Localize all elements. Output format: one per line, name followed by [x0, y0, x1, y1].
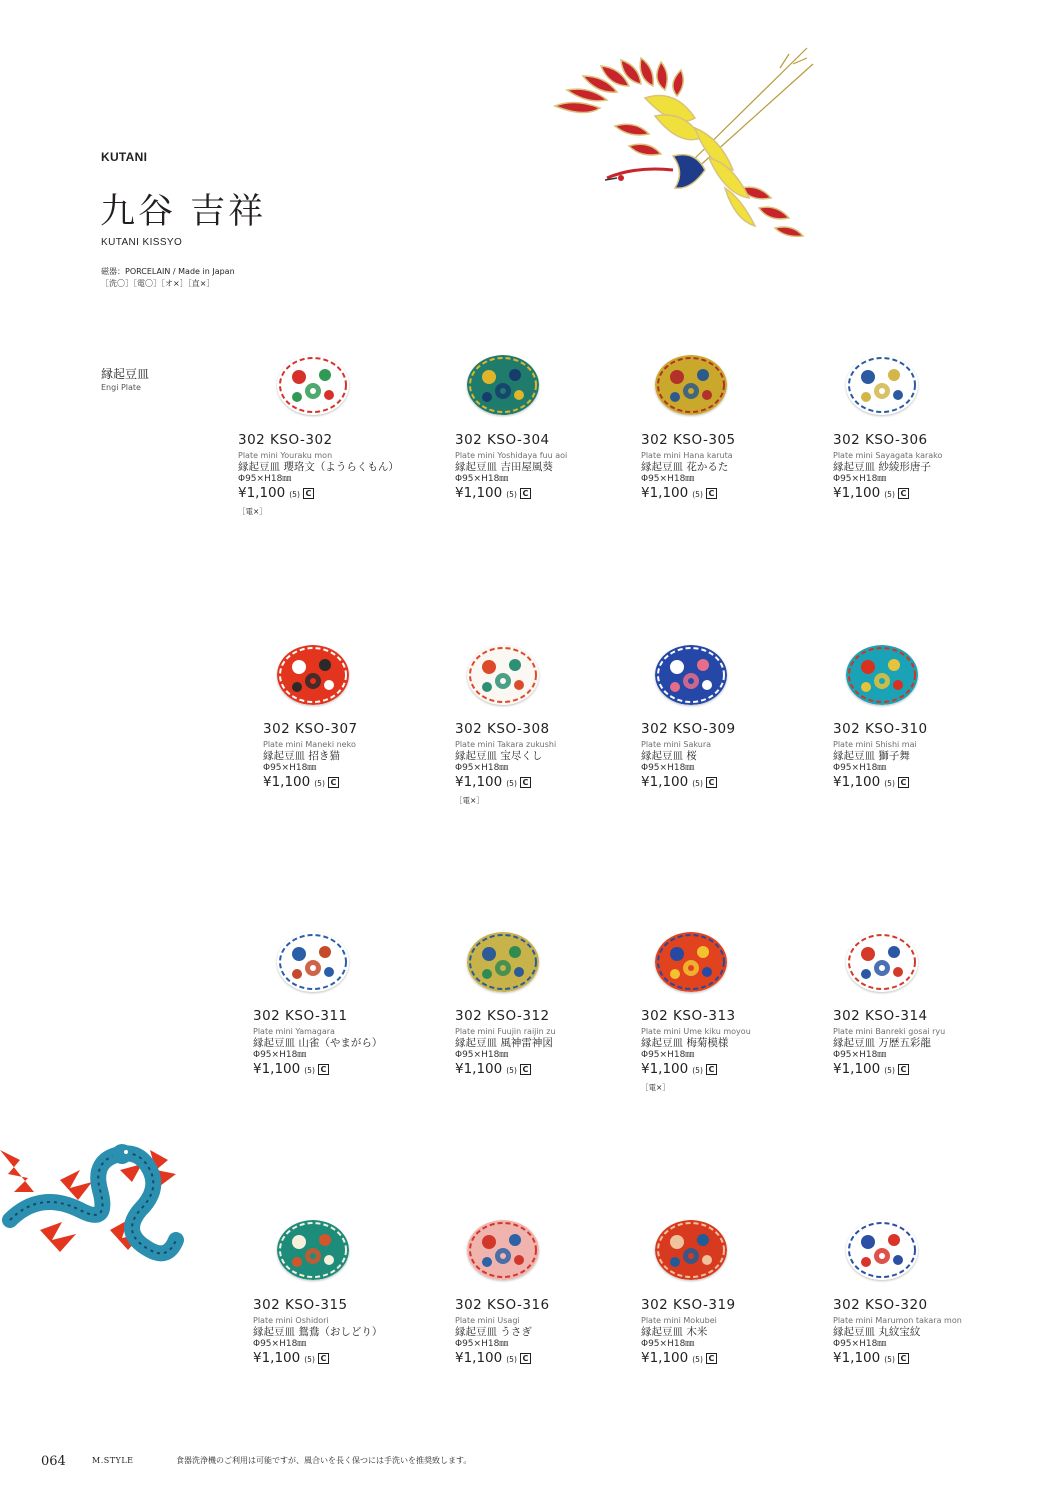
product-price: ¥1,100: [641, 485, 689, 501]
product-item: [833, 432, 1018, 503]
product-name-ja: 縁起豆皿 山雀（やまがら）: [253, 1037, 383, 1049]
usage-marks: ［洗〇］［電〇］［オ×］［直×］: [101, 279, 215, 288]
product-code: 302 KSO-313: [641, 1008, 736, 1024]
product-size: Φ95×H18㎜: [253, 1339, 307, 1349]
plate-image: [467, 355, 539, 415]
product-name-ja: 縁起豆皿 獅子舞: [833, 750, 910, 762]
product-code: 302 KSO-306: [833, 432, 928, 448]
product-item: [641, 1297, 826, 1368]
product-price: ¥1,100: [263, 774, 311, 790]
plate-image: [467, 932, 539, 992]
pack-quantity: (5): [314, 779, 325, 788]
product-size: Φ95×H18㎜: [641, 1339, 695, 1349]
product-name-en: Plate mini Hana karuta: [641, 451, 733, 460]
product-name-ja: 縁起豆皿 風神雷神図: [455, 1037, 553, 1049]
material-info: [101, 266, 235, 290]
product-price: ¥1,100: [641, 774, 689, 790]
product-item: [641, 1008, 826, 1093]
category-mark: C: [706, 1353, 717, 1364]
product-code: 302 KSO-305: [641, 432, 736, 448]
price-row: [641, 1350, 826, 1368]
pack-quantity: (5): [506, 779, 517, 788]
product-size: Φ95×H18㎜: [833, 474, 887, 484]
product-size: Φ95×H18㎜: [455, 763, 509, 773]
pack-quantity: (5): [884, 1066, 895, 1075]
product-code: 302 KSO-312: [455, 1008, 550, 1024]
price-row: [253, 1350, 438, 1368]
product-code: 302 KSO-314: [833, 1008, 928, 1024]
pack-quantity: (5): [884, 1355, 895, 1364]
product-name-en: Plate mini Marumon takara mon: [833, 1316, 962, 1325]
category-mark: C: [706, 777, 717, 788]
product-name-ja: 縁起豆皿 木米: [641, 1326, 708, 1338]
page-number: 064: [41, 1454, 66, 1469]
category-mark: C: [706, 1064, 717, 1075]
product-size: Φ95×H18㎜: [641, 763, 695, 773]
price-row: [455, 774, 640, 792]
price-row: [641, 774, 826, 792]
price-row: [263, 774, 448, 792]
collection-title-en: KUTANI KISSYO: [101, 237, 183, 248]
category-mark: C: [898, 1064, 909, 1075]
product-code: 302 KSO-308: [455, 721, 550, 737]
product-price: ¥1,100: [238, 485, 286, 501]
plate-image: [846, 1220, 918, 1280]
product-item: [455, 1008, 640, 1079]
product-code: 302 KSO-319: [641, 1297, 736, 1313]
product-size: Φ95×H18㎜: [833, 1339, 887, 1349]
pack-quantity: (5): [692, 490, 703, 499]
product-item: [833, 1297, 1018, 1368]
product-code: 302 KSO-310: [833, 721, 928, 737]
pack-quantity: (5): [506, 490, 517, 499]
product-price: ¥1,100: [455, 774, 503, 790]
price-row: [641, 485, 826, 503]
product-name-en: Plate mini Mokubei: [641, 1316, 717, 1325]
product-item: [455, 721, 640, 806]
product-name-ja: 縁起豆皿 吉田屋風葵: [455, 461, 553, 473]
product-name-ja: 縁起豆皿 招き猫: [263, 750, 340, 762]
pack-quantity: (5): [692, 1066, 703, 1075]
footer-note: 食器洗浄機のご利用は可能ですが、風合いを長く保つには手洗いを推奨致します。: [176, 1456, 472, 1465]
pack-quantity: (5): [304, 1355, 315, 1364]
pack-quantity: (5): [289, 490, 300, 499]
category-mark: C: [520, 1353, 531, 1364]
product-name-en: Plate mini Ume kiku moyou: [641, 1027, 751, 1036]
pack-quantity: (5): [692, 779, 703, 788]
price-row: [833, 485, 1018, 503]
price-row: [455, 1350, 640, 1368]
product-name-en: Plate mini Maneki neko: [263, 740, 356, 749]
plate-image: [655, 645, 727, 705]
material-line: 磁器：PORCELAIN / Made in Japan: [101, 267, 235, 276]
plate-image: [467, 1220, 539, 1280]
price-row: [253, 1061, 438, 1079]
product-code: 302 KSO-307: [263, 721, 358, 737]
product-item: [641, 432, 826, 503]
price-row: [455, 1061, 640, 1079]
pack-quantity: (5): [884, 779, 895, 788]
plate-image: [655, 1220, 727, 1280]
product-size: Φ95×H18㎜: [253, 1050, 307, 1060]
price-row: [833, 1061, 1018, 1079]
pack-quantity: (5): [506, 1066, 517, 1075]
category-mark: C: [520, 1064, 531, 1075]
product-name-en: Plate mini Sakura: [641, 740, 712, 749]
product-name-ja: 縁起豆皿 丸紋宝紋: [833, 1326, 921, 1338]
product-name-ja: 縁起豆皿 鴛鴦（おしどり）: [253, 1326, 383, 1338]
product-item: [455, 1297, 640, 1368]
price-row: [455, 485, 640, 503]
plate-image: [846, 932, 918, 992]
product-item: [641, 721, 826, 792]
product-name-ja: 縁起豆皿 紗綾形唐子: [833, 461, 931, 473]
category-mark: C: [328, 777, 339, 788]
product-price: ¥1,100: [833, 485, 881, 501]
plate-image: [467, 645, 539, 705]
plate-image: [655, 932, 727, 992]
price-row: [833, 774, 1018, 792]
product-name-ja: 縁起豆皿 梅菊模様: [641, 1037, 729, 1049]
product-name-en: Plate mini Sayagata karako: [833, 451, 943, 460]
product-size: Φ95×H18㎜: [238, 474, 292, 484]
plate-image: [277, 1220, 349, 1280]
crane-illustration: [545, 38, 815, 238]
product-size: Φ95×H18㎜: [455, 1050, 509, 1060]
pack-quantity: (5): [692, 1355, 703, 1364]
category-mark: C: [898, 488, 909, 499]
plate-image: [277, 355, 349, 415]
collection-title: 九谷 吉祥: [100, 192, 267, 232]
category-mark: C: [520, 777, 531, 788]
pack-quantity: (5): [304, 1066, 315, 1075]
dragon-illustration: [0, 1130, 190, 1290]
product-price: ¥1,100: [641, 1350, 689, 1366]
product-name-en: Plate mini Oshidori: [253, 1316, 329, 1325]
product-name-en: Plate mini Youraku mon: [238, 451, 333, 460]
product-price: ¥1,100: [833, 774, 881, 790]
product-name-ja: 縁起豆皿 宝尽くし: [455, 750, 543, 762]
product-size: Φ95×H18㎜: [455, 1339, 509, 1349]
product-price: ¥1,100: [253, 1061, 301, 1077]
product-size: Φ95×H18㎜: [641, 1050, 695, 1060]
pack-quantity: (5): [506, 1355, 517, 1364]
product-item: [833, 721, 1018, 792]
product-size: Φ95×H18㎜: [455, 474, 509, 484]
plate-image: [277, 932, 349, 992]
product-name-en: Plate mini Yamagara: [253, 1027, 335, 1036]
product-code: 302 KSO-315: [253, 1297, 348, 1313]
product-code: 302 KSO-320: [833, 1297, 928, 1313]
category-mark: C: [318, 1064, 329, 1075]
category-mark: C: [318, 1353, 329, 1364]
category-mark: C: [303, 488, 314, 499]
product-name-ja: 縁起豆皿 万歴五彩龍: [833, 1037, 931, 1049]
product-item: [253, 1297, 438, 1368]
product-item: [253, 1008, 438, 1079]
category-mark: C: [520, 488, 531, 499]
product-name-ja: 縁起豆皿 瓔珞文（ようらくもん）: [238, 461, 399, 473]
plate-image: [655, 355, 727, 415]
usage-note: ［電×］: [455, 796, 484, 805]
plate-image: [277, 645, 349, 705]
product-price: ¥1,100: [253, 1350, 301, 1366]
product-name-en: Plate mini Banreki gosai ryu: [833, 1027, 946, 1036]
product-name-en: Plate mini Takara zukushi: [455, 740, 557, 749]
product-size: Φ95×H18㎜: [833, 763, 887, 773]
brand-label: KUTANI: [101, 150, 148, 164]
product-price: ¥1,100: [833, 1350, 881, 1366]
product-price: ¥1,100: [455, 1350, 503, 1366]
product-code: 302 KSO-309: [641, 721, 736, 737]
plate-image: [846, 355, 918, 415]
product-size: Φ95×H18㎜: [263, 763, 317, 773]
product-price: ¥1,100: [641, 1061, 689, 1077]
category-mark: C: [898, 1353, 909, 1364]
category-mark: C: [898, 777, 909, 788]
product-code: 302 KSO-304: [455, 432, 550, 448]
product-item: [263, 721, 448, 792]
category-mark: C: [706, 488, 717, 499]
product-code: 302 KSO-311: [253, 1008, 348, 1024]
product-code: 302 KSO-316: [455, 1297, 550, 1313]
price-row: [641, 1061, 826, 1079]
product-code: 302 KSO-302: [238, 432, 333, 448]
product-name-en: Plate mini Usagi: [455, 1316, 520, 1325]
product-price: ¥1,100: [455, 485, 503, 501]
product-item: [238, 432, 423, 517]
product-item: [455, 432, 640, 503]
product-name-en: Plate mini Fuujin raijin zu: [455, 1027, 556, 1036]
usage-note: ［電×］: [238, 507, 267, 516]
product-name-en: Plate mini Yoshidaya fuu aoi: [455, 451, 568, 460]
price-row: [238, 485, 423, 503]
pack-quantity: (5): [884, 490, 895, 499]
product-name-ja: 縁起豆皿 うさぎ: [455, 1326, 532, 1338]
product-name-ja: 縁起豆皿 花かるた: [641, 461, 729, 473]
footer-brand: M.STYLE: [92, 1456, 134, 1465]
product-price: ¥1,100: [455, 1061, 503, 1077]
product-name-ja: 縁起豆皿 桜: [641, 750, 697, 762]
product-size: Φ95×H18㎜: [833, 1050, 887, 1060]
section-title-en: Engi Plate: [101, 383, 141, 392]
usage-note: ［電×］: [641, 1083, 670, 1092]
product-item: [833, 1008, 1018, 1079]
price-row: [833, 1350, 1018, 1368]
product-name-en: Plate mini Shishi mai: [833, 740, 917, 749]
section-title: 縁起豆皿: [101, 367, 150, 381]
plate-image: [846, 645, 918, 705]
product-price: ¥1,100: [833, 1061, 881, 1077]
product-size: Φ95×H18㎜: [641, 474, 695, 484]
